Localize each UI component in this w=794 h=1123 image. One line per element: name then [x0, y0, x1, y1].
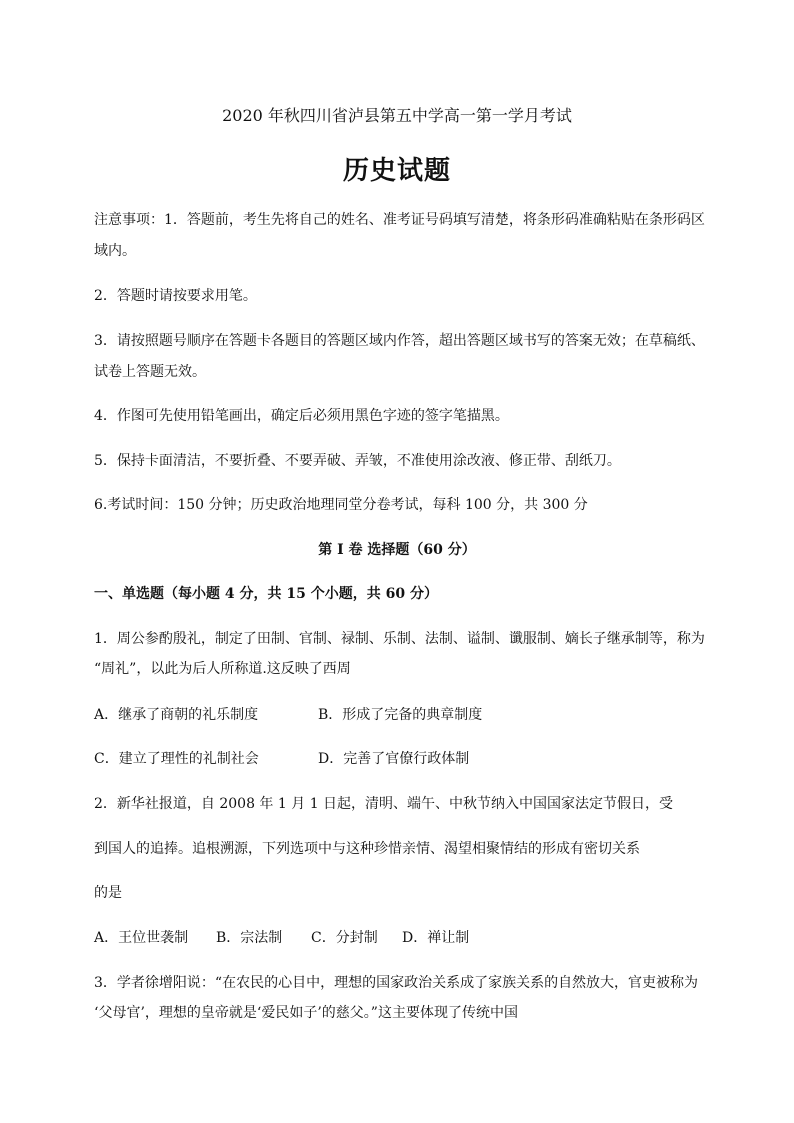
question-3-stem-line-1: 3．学者徐增阳说：“在农民的心目中，理想的国家政治关系成了家族关系的自然放大，官吏被称为: [94, 975, 699, 991]
question-2-stem-line-3: 的是: [94, 885, 122, 901]
notes-line-1: 注意事项：1．答题前，考生先将自己的姓名、准考证号码填写清楚，将条形码准确粘贴在条形码区: [94, 212, 705, 228]
question-1-stem-line-2: “周礼”，以此为后人所称道.这反映了西周: [94, 661, 351, 677]
question-2-stem-line-1: 2．新华社报道，自 2008 年 1 月 1 日起，清明、端午、中秋节纳入中国国家法定节假日，受: [94, 796, 674, 812]
question-1-option-c: C．建立了理性的礼制社会: [94, 751, 259, 767]
question-2-option-d: D．禅让制: [402, 930, 470, 946]
question-2-option-c: C．分封制: [311, 930, 378, 946]
notes-line-6: 6.考试时间：150 分钟；历史政治地理同堂分卷考试，每科 100 分，共 300 分: [94, 497, 588, 513]
question-2-option-a: A．王位世袭制: [94, 930, 189, 946]
question-2-stem-line-2: 到国人的追捧。追根溯源，下列选项中与这种珍惜亲情、渴望相聚情结的形成有密切关系: [94, 841, 640, 857]
question-2-option-b: B．宗法制: [216, 930, 283, 946]
exam-name: 2020 年秋四川省泸县第五中学高一第一学月考试: [222, 106, 572, 125]
section-title: 一、单选题（每小题 4 分，共 15 个小题，共 60 分）: [94, 586, 438, 602]
notes-line-1-cont: 域内。: [94, 243, 136, 259]
notes-line-3-cont: 试卷上答题无效。: [94, 364, 206, 380]
notes-line-5: 5．保持卡面清洁，不要折叠、不要弄破、弄皱，不准使用涂改液、修正带、刮纸刀。: [94, 453, 621, 469]
notes-line-2: 2．答题时请按要求用笔。: [94, 288, 257, 304]
question-1-option-b: B．形成了完备的典章制度: [318, 707, 483, 723]
notes-line-4: 4．作图可先使用铅笔画出，确定后必须用黑色字迹的签字笔描黑。: [94, 408, 509, 424]
question-1-option-d: D．完善了官僚行政体制: [318, 751, 470, 767]
question-1-option-a: A．继承了商朝的礼乐制度: [94, 707, 259, 723]
subject-title: 历史试题: [342, 156, 451, 186]
part-title: 第 I 卷 选择题（60 分）: [318, 542, 476, 558]
question-3-stem-line-2: ‘父母官’，理想的皇帝就是‘爱民如子’的慈父。”这主要体现了传统中国: [94, 1005, 518, 1021]
question-1-stem-line-1: 1．周公参酌殷礼，制定了田制、官制、禄制、乐制、法制、谥制、谶服制、嫡长子继承制等，称为: [94, 631, 705, 647]
notes-line-3: 3．请按照题号顺序在答题卡各题目的答题区域内作答，超出答题区域书写的答案无效；在草稿纸、: [94, 333, 705, 349]
